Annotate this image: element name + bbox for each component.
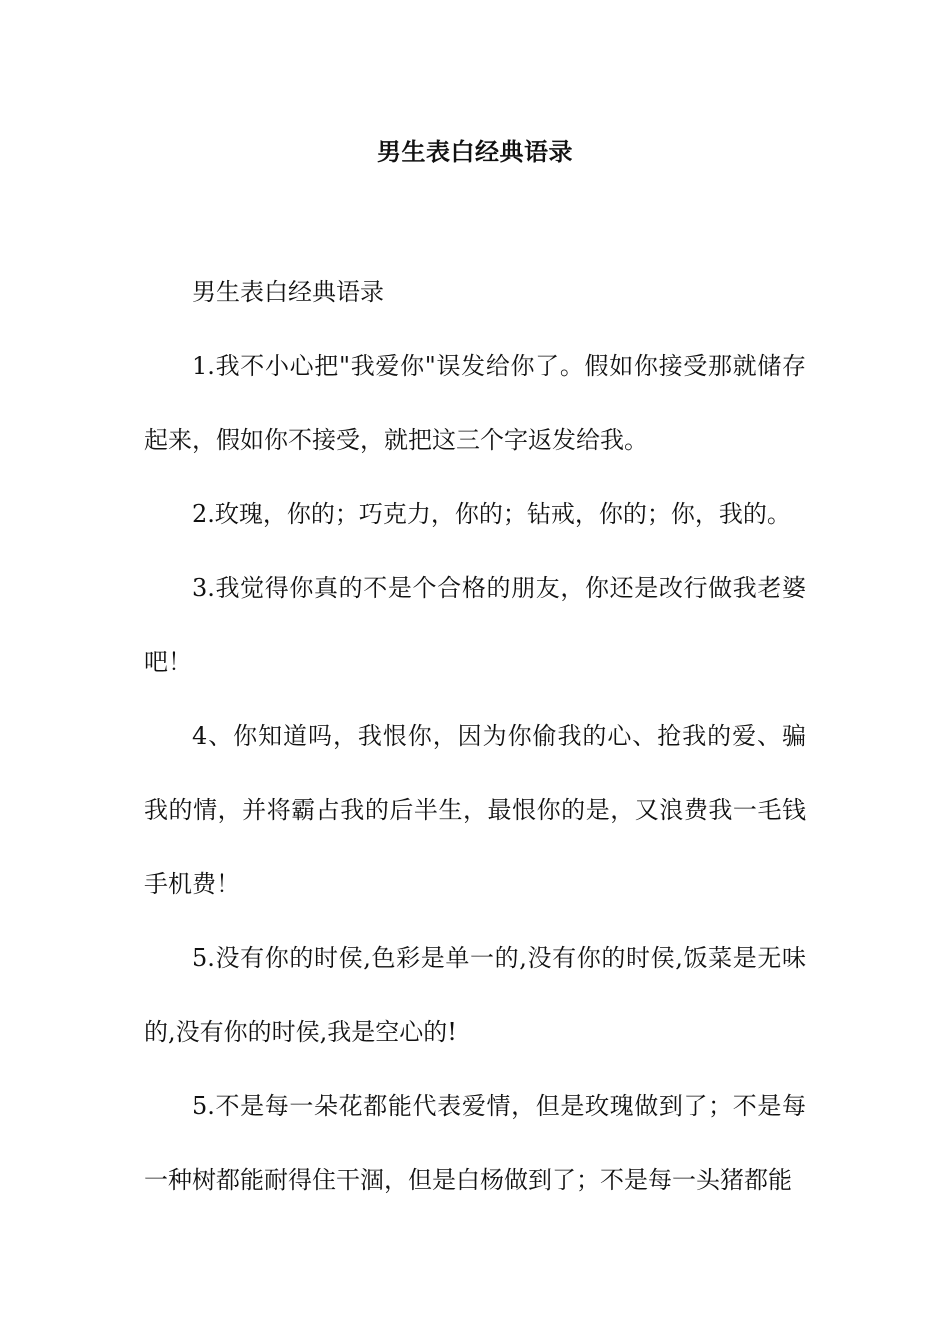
- paragraph-quote-5a: 5.没有你的时侯,色彩是单一的,没有你的时侯,饭菜是无味的,没有你的时侯,我是空心的!: [144, 944, 806, 1046]
- document-body: [144, 255, 806, 1217]
- paragraph-quote-1: 1.我不小心把"我爱你"误发给你了。假如你接受那就储存起来，假如你不接受，就把这三个字返发给我。: [144, 352, 806, 454]
- document-title: 男生表白经典语录: [377, 137, 573, 166]
- paragraph-quote-2: 2.玫瑰，你的；巧克力，你的；钻戒，你的；你，我的。: [192, 500, 791, 528]
- paragraph-quote-4: 4、你知道吗，我恨你，因为你偷我的心、抢我的爱、骗我的情，并将霸占我的后半生，最恨你的是，又浪费我一毛钱手机费！: [144, 722, 806, 898]
- paragraph-quote-5b: 5.不是每一朵花都能代表爱情，但是玫瑰做到了；不是每一种树都能耐得住干涸，但是白杨做到了；不是每一头猪都能: [144, 1092, 806, 1194]
- paragraph-quote-3: 3.我觉得你真的不是个合格的朋友，你还是改行做我老婆吧！: [144, 574, 806, 676]
- paragraph-subtitle: 男生表白经典语录: [192, 278, 384, 306]
